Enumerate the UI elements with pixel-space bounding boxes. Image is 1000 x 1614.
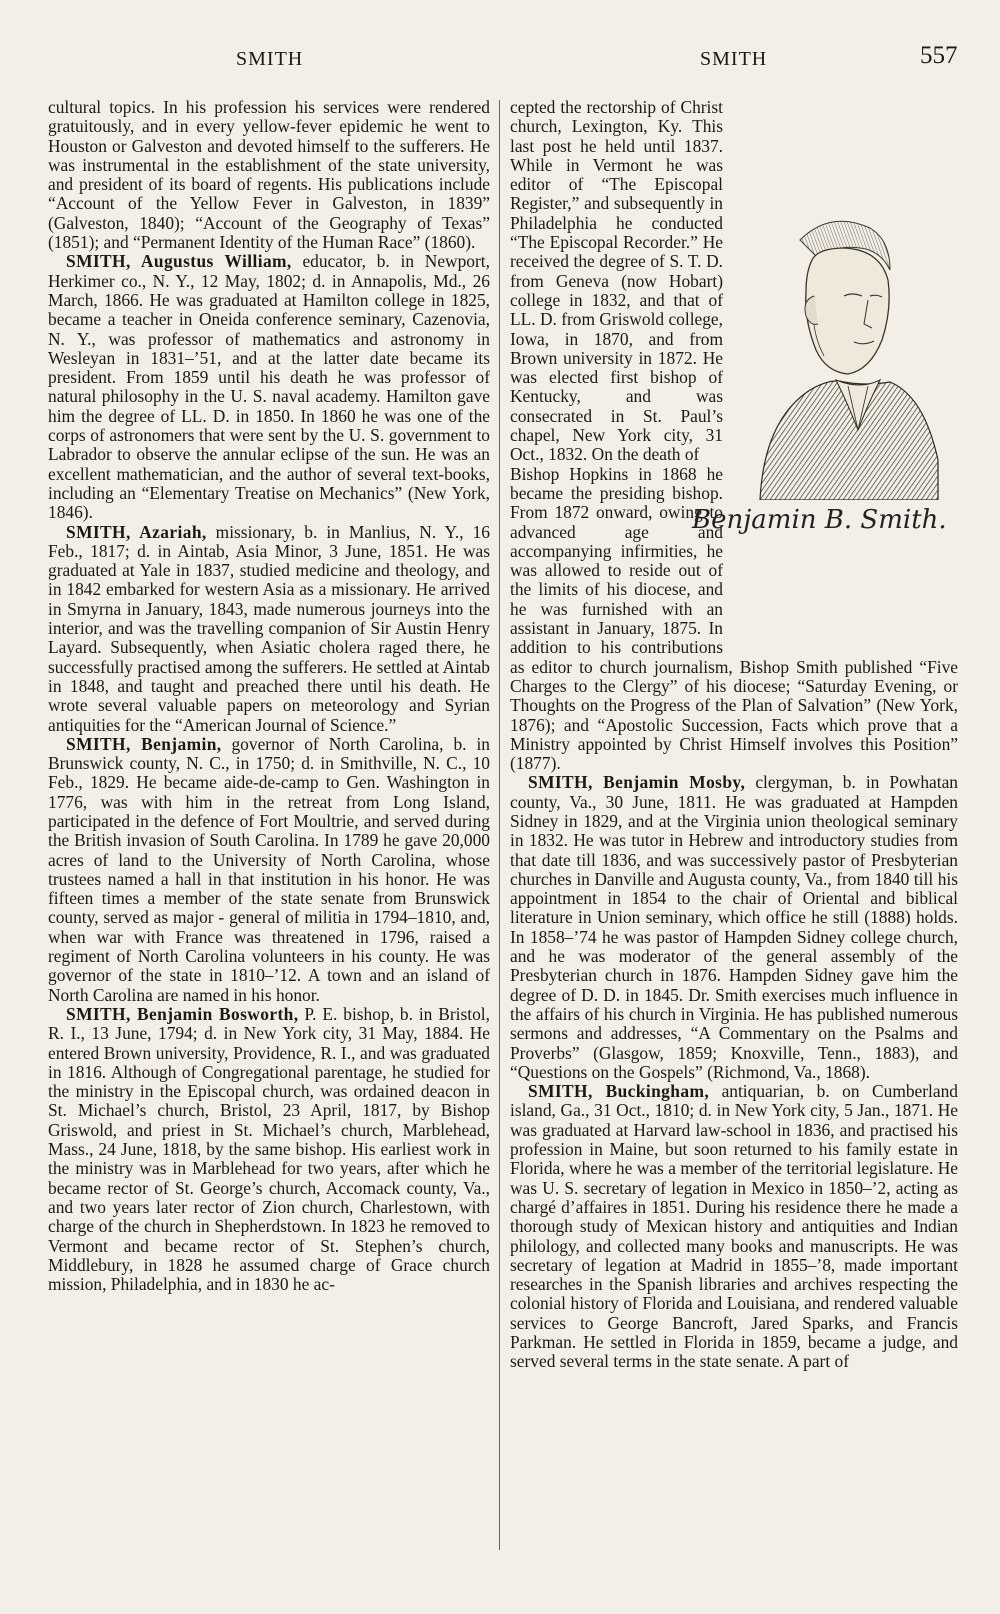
entry-headword: SMITH, Benjamin, [66,733,222,754]
entry-benjamin-mosby [510,773,958,1082]
entry-text: clergyman, b. in Powhatan county, Va., 30 June, 1811. He was graduated at Hampden Sidney in 1829, and at the Virginia union theological seminary in 1832. He was tutor in Hebrew and introductory studies from that date till 1836, and was successively pastor of Presbyterian churches in Danville and Augusta county, Va., from 1840 till his appointment in 1854 to the chair of Oriental and biblical literature in Union seminary, which office he still (1888) holds. In 1858–’74 he was pastor of Hampden Sidney college church, and he was moderator of the general assembly of the Presbyterian church in 1876. Hampden Sidney gave him the degree of D. D. in 1845. Dr. Smith exercises much influence in the affairs of his church in Virginia. He has published numerous sermons and addresses, “A Commentary on the Psalms and Proverbs” (Glasgow, 1859; Knoxville, Tenn., 1883), and “Questions on the Gospels” (Richmond, Va., 1868). [510,772,958,1082]
entry-benjamin-bosworth [48,1005,490,1294]
entry-text: governor of North Carolina, b. in Brunswick county, N. C., in 1750; d. in Smithville, N. C., 10 Feb., 1829. He became aide-de-camp to Gen. Washington in 1776, was with him in the retreat from Long Island, participated in the defence of Fort Moultrie, and served during the British invasion of South Carolina. In 1789 he gave 20,000 acres of land to the University of North Carolina, whose trustees named a hall in that institution in his honor. He was fifteen times a member of the state senate from Brunswick county, served as major - general of militia in 1794–1810, and, when war with France was threatened in 1796, raised a regiment of North Carolina volunteers in his county. He was governor of the state in 1810–’12. A town and an island of North Carolina are named in his honor. [48,733,490,1005]
entry-augustus-william [48,252,490,522]
running-head-right: SMITH [700,48,768,70]
page-number: 557 [920,42,958,69]
entry-buckingham [510,1082,958,1371]
entry-text: educator, b. in Newport, Herkimer co., N. Y., 12 May, 1802; d. in Annapolis, Md., 26 March, 1866. He was graduated at Hamilton college in 1825, became a teacher in Oneida conference seminary, Cazenovia, N. Y., was professor of mathematics and astronomy in Wesleyan in 1831–’51, and at the latter date became its president. From 1859 until his death he was professor of natural philosophy in the U. S. naval academy. Hamilton gave him the degree of LL. D. in 1850. In 1860 he was one of the corps of astronomers that were sent by the U. S. government to Labrador to observe the annular eclipse of the sun. He was an excellent mathematician, and the author of several text-books, including an “Elementary Treatise on Mechanics” (New York, 1846). [48,251,490,523]
entry-headword: SMITH, Benjamin Bosworth, [66,1003,299,1024]
entry-headword: SMITH, Augustus William, [66,251,292,272]
entry-text: P. E. bishop, b. in Bristol, R. I., 13 June, 1794; d. in New York city, 31 May, 1884. He entered Brown university, Providence, R. I., and was graduated in 1816. Although of Congregational parentage, he studied for the ministry in the Episcopal church, was ordained deacon in St. Michael’s church, Bristol, 23 April, 1817, by Bishop Griswold, and priest in St. Michael’s church, Marblehead, Mass., 24 June, 1818, by the same bishop. His earliest work in the ministry was in Marblehead for two years, after which he became rector of St. George’s church, Accomack county, Va., and two years later rector of Zion church, Charlestown, with charge of the church in Shepherdstown. In 1823 he removed to Vermont and became rector of St. Stephen’s church, Middlebury, in 1828 he assumed charge of Grace church mission, Philadelphia, and in 1830 he ac- [48,1003,490,1295]
entry-headword: SMITH, Benjamin Mosby, [528,772,746,793]
column-divider [499,100,500,1550]
signature: Benjamin B. Smith. [692,505,947,535]
entry-text: antiquarian, b. on Cumberland island, Ga., 31 Oct., 1810; d. in New York city, 5 Jan., 1871. He was graduated at Harvard law-school in 1836, and practised his profession in Maine, but soon returned to his family estate in Florida, where he was a member of the territorial legislature. He was U. S. secretary of legation in Mexico in 1850–’2, acting as chargé d’affaires in 1851. During his residence there he made a thorough study of Mexican history and antiquities and Indian philology, and collected many books and manuscripts. He was secretary of legation at Madrid in 1855–’8, made important researches in the Spanish libraries and archives respecting the colonial history of Florida and Louisiana, and rendered valuable services to George Bancroft, Jared Sparks, and Francis Parkman. He settled in Florida in 1859, became a judge, and served several terms in the state senate. A part of [510,1081,958,1372]
left-column [48,98,490,1294]
entry-benjamin [48,735,490,1005]
paragraph-continued-right: cepted the rectorship of Christ church, Lexington, Ky. This last post he held until 1837. While in Vermont he was editor of “The Episcopal Register,” and subsequently in Philadelphia he conducted “The Episcopal Recorder.” He received the degree of S. T. D. from Geneva (now Hobart) college in 1832, and that of LL. D. from Griswold college, Iowa, in 1870, and from Brown university in 1872. He was elected first bishop of Kentucky, and was consecrated in St. Paul’s chapel, New York city, 31 Oct., 1832. On the death of [510,97,723,465]
running-head-left: SMITH [236,48,304,70]
entry-headword: SMITH, Azariah, [66,521,207,542]
entry-headword: SMITH, Buckingham, [528,1081,710,1102]
paragraph-continued-right-2: Bishop Hopkins in 1868 he became the presiding bishop. From 1872 onward, owing to advanced age and accompanying infirmities, he was allowed to reside out of the limits of his diocese, and he was furnished with an assistant in January, 1875. In addition to his contributions as editor to church journalism, Bishop Smith published “Five Charges to the Clergy” of his diocese; “Saturday Evening, or Thoughts on the Progress of the Plan of Salvation” (New York, 1876); and “Apostolic Succession, Facts which prove that a Ministry appointed by Christ Himself involves this Position” (1877). [510,463,958,774]
portrait-engraving [740,200,940,500]
paragraph-continued: cultural topics. In his profession his services were rendered gratuitously, and in every yellow-fever epidemic he went to Houston or Galveston and devoted himself to the sufferers. He was instrumental in the establishment of the state university, and president of its board of regents. His publications include “Account of the Yellow Fever in Galveston, in 1839” (Galveston, 1840); “Account of the Geography of Texas” (1851); and “Permanent Identity of the Human Race” (1860). [48,97,490,253]
entry-azariah [48,523,490,735]
entry-text: missionary, b. in Manlius, N. Y., 16 Feb., 1817; d. in Aintab, Asia Minor, 3 June, 1851. He was graduated at Yale in 1837, studied medicine and theology, and in 1842 embarked for western Asia as a missionary. He arrived in Smyrna in January, 1843, made numerous journeys into the interior, and was the travelling companion of Sir Austin Henry Layard. Subsequently, when Asiatic cholera raged there, he successfully practised among the sufferers. He settled at Aintab in 1848, and taught and preached there until his death. He wrote several valuable papers on meteorology and Syrian antiquities for the “American Journal of Science.” [48,521,490,735]
